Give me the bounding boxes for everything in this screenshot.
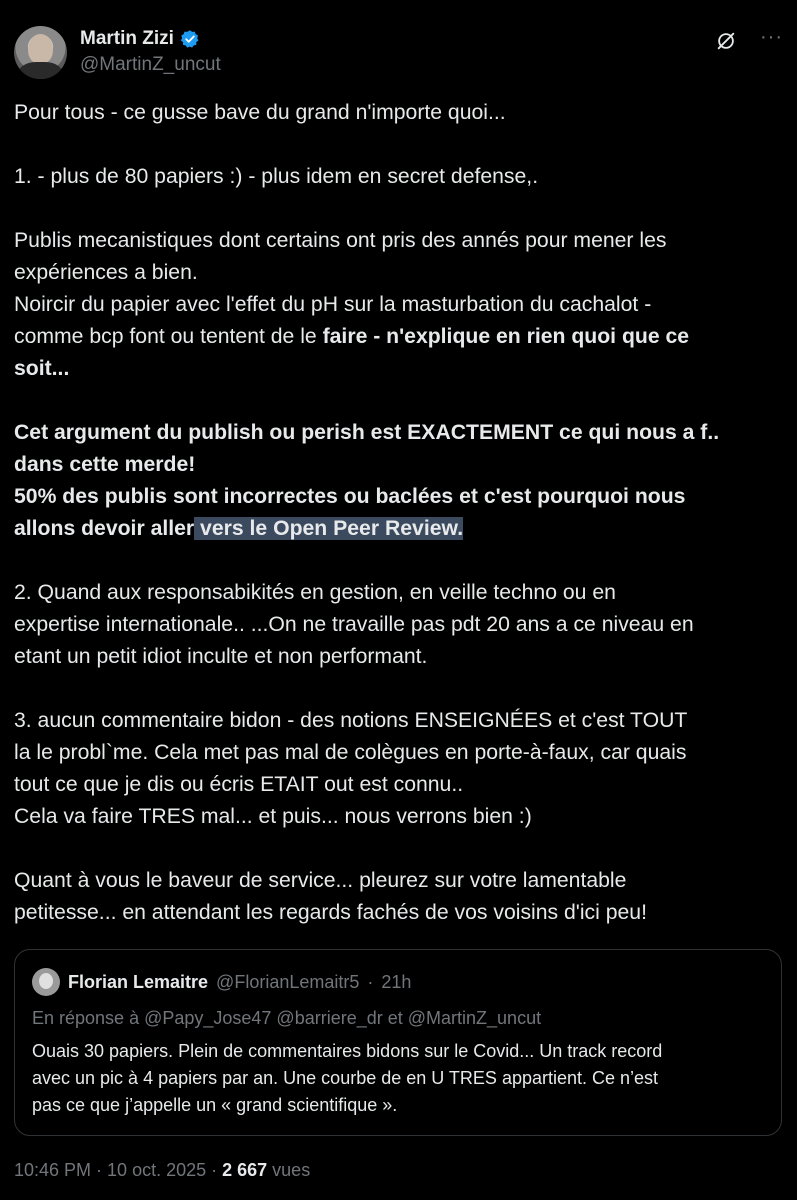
tweet-line: expertise internationale.. ...On ne travaille pas pdt 20 ans a ce niveau en (14, 613, 694, 636)
tweet-text (14, 97, 784, 929)
quoted-line: pas ce que j’appelle un « grand scientifique ». (32, 1095, 398, 1115)
quoted-author-handle[interactable]: @FlorianLemaitr5 (216, 971, 360, 992)
author-avatar[interactable] (14, 26, 67, 79)
tweet-segment: allons devoir aller (14, 517, 195, 540)
tweet-selected-text[interactable]: vers le Open Peer Review. (194, 517, 464, 540)
verified-icon (180, 29, 200, 49)
quoted-line: Ouais 30 papiers. Plein de commentaires bidons sur le Covid... Un track record (32, 1041, 663, 1061)
tweet-line: 2. Quand aux responsabikités en gestion, en veille techno ou en (14, 581, 616, 604)
tweet-segment: comme bcp font ou tentent de le (14, 325, 323, 348)
author-name[interactable]: Martin Zizi (80, 28, 174, 49)
tweet-line: Cet argument du publish ou perish est EXACTEMENT ce qui nous a f.. (14, 421, 720, 444)
separator-dot: · (367, 971, 374, 992)
tweet-segment-bold: faire - n'explique en rien quoi que ce (322, 325, 690, 348)
avatar-shirt (18, 62, 63, 79)
quoted-line: avec un pic à 4 papiers par an. Une courbe de en U TRES appartient. Ce n’est (32, 1068, 659, 1088)
views-count: 2 667 (222, 1160, 268, 1180)
quoted-tweet-header (32, 968, 411, 996)
quoted-tweet-text (32, 1038, 772, 1119)
views-label: vues (267, 1160, 311, 1180)
tweet-line: Publis mecanistiques dont certains ont pris des annés pour mener les (14, 229, 667, 252)
tweet-line: la le probl`me. Cela met pas mal de colègues en porte-à-faux, car quais (14, 741, 687, 764)
author-name-row (80, 28, 200, 50)
post-timestamp[interactable]: 10:46 PM · 10 oct. 2025 · (14, 1160, 223, 1180)
tweet-line: soit... (14, 357, 70, 380)
tweet-line: dans cette merde! (14, 453, 196, 476)
tweet-line: 1. - plus de 80 papiers :) - plus idem en secret defense,. (14, 165, 539, 188)
quoted-author-avatar[interactable] (32, 968, 60, 996)
tweet-footer (14, 1160, 310, 1181)
author-handle[interactable]: @MartinZ_uncut (80, 54, 221, 75)
tweet-line (14, 321, 784, 353)
tweet-header (14, 26, 783, 82)
tweet-line (14, 513, 784, 545)
avatar-face (28, 34, 53, 64)
quoted-author-name[interactable]: Florian Lemaitre (68, 971, 209, 992)
tweet-line: tout ce que je dis ou écris ETAIT out est connu.. (14, 773, 464, 796)
reply-context: En réponse à @Papy_Jose47 @barriere_dr et @MartinZ_uncut (32, 1008, 542, 1028)
grok-icon[interactable] (715, 30, 737, 52)
tweet-line: Pour tous - ce gusse bave du grand n'importe quoi... (14, 101, 506, 124)
tweet-line: Noircir du papier avec l'effet du pH sur la masturbation du cachalot - (14, 293, 652, 316)
more-icon[interactable]: ··· (760, 26, 783, 48)
tweet-line: Quant à vous le baveur de service... pleurez sur votre lamentable (14, 869, 627, 892)
tweet-line: expériences a bien. (14, 261, 198, 284)
quoted-timestamp[interactable]: 21h (381, 971, 412, 992)
tweet-line: etant un petit idiot inculte et non performant. (14, 645, 428, 668)
tweet-line: petitesse... en attendant les regards fachés de vos voisins d'ici peu! (14, 901, 647, 924)
tweet-line: 50% des publis sont incorrectes ou baclées et c'est pourquoi nous (14, 485, 686, 508)
quoted-tweet[interactable] (14, 949, 782, 1136)
tweet-line: 3. aucun commentaire bidon - des notions ENSEIGNÉES et c'est TOUT (14, 709, 688, 732)
tweet-line: Cela va faire TRES mal... et puis... nous verrons bien :) (14, 805, 532, 828)
